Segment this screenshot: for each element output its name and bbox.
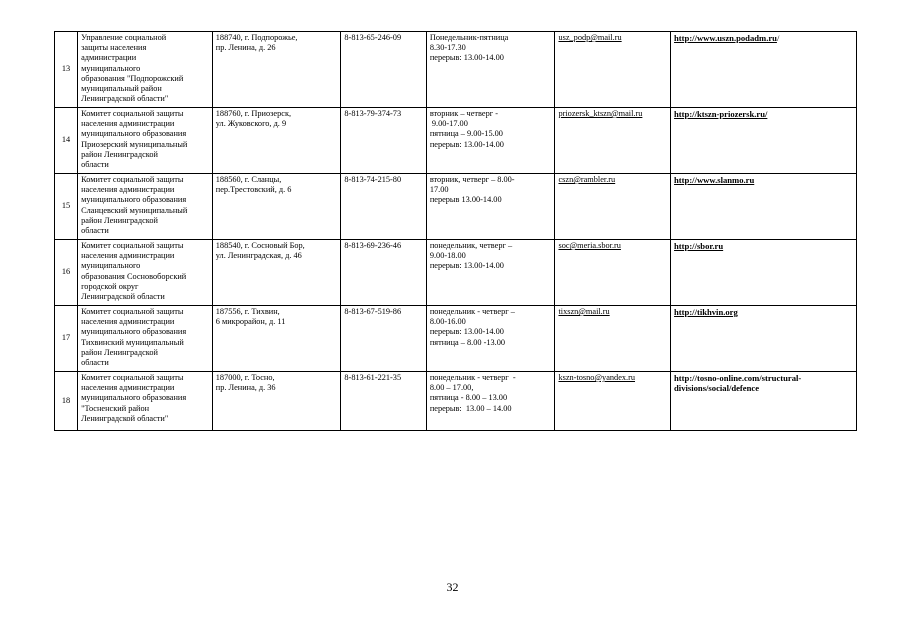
row-number: 17 <box>55 306 78 372</box>
org-line: населения администрации <box>81 251 175 261</box>
address-line: 188740, г. Подпорожье, <box>215 33 298 42</box>
org-line: Тихвинский муниципальный <box>81 337 184 347</box>
address-cell <box>212 306 341 372</box>
row-number: 18 <box>55 372 78 431</box>
org-line: Сланцевский муниципальный <box>81 205 188 215</box>
address-line: ул. Жуковского, д. 9 <box>215 119 287 129</box>
email-link[interactable]: tixszn@mail.ru <box>558 307 610 316</box>
phone-cell: 8-813-67-519-86 <box>341 306 426 372</box>
org-line: населения администрации <box>81 185 175 195</box>
hours-cell <box>426 32 555 108</box>
address-line: пр. Ленина, д. 26 <box>215 43 276 53</box>
organization-cell <box>78 240 213 306</box>
email-link[interactable]: soc@meria.sbor.ru <box>558 241 621 250</box>
website-cell <box>671 174 857 240</box>
email-link[interactable]: priozersk_ktszn@mail.ru <box>558 109 643 118</box>
address-line: 188560, г. Сланцы, <box>215 175 282 184</box>
org-line: населения администрации <box>81 119 175 129</box>
org-line: Комитет социальной защиты <box>81 109 184 118</box>
hours-line: перерыв: 13.00-14.00 <box>429 139 504 149</box>
table-row <box>55 306 857 372</box>
social-protection-table <box>54 31 857 431</box>
website-text-line: divisions/social/defence <box>674 383 760 394</box>
organization-cell <box>78 306 213 372</box>
page-number: 32 <box>446 580 459 594</box>
table-row <box>55 240 857 306</box>
email-cell <box>555 372 671 431</box>
phone-cell: 8-813-61-221-35 <box>341 372 426 431</box>
organization-cell <box>78 32 213 108</box>
address-cell <box>212 174 341 240</box>
hours-line: пятница – 8.00 -13.00 <box>429 337 506 347</box>
website-link[interactable]: http://ktszn-priozersk.ru/ <box>674 109 768 119</box>
email-cell <box>555 174 671 240</box>
hours-cell <box>426 240 555 306</box>
hours-line: вторник, четверг – 8.00- <box>429 175 515 184</box>
org-line: муниципального образования <box>81 327 187 337</box>
address-line: пер.Трестовский, д. 6 <box>215 185 292 195</box>
email-link[interactable]: usz_podp@mail.ru <box>558 33 622 42</box>
org-line: области <box>81 226 109 236</box>
hours-cell <box>426 306 555 372</box>
org-line: муниципального образования <box>81 195 187 205</box>
email-cell <box>555 240 671 306</box>
organization-cell <box>78 174 213 240</box>
email-cell <box>555 306 671 372</box>
org-line: муниципального <box>81 63 141 73</box>
org-line: Комитет социальной защиты <box>81 241 184 250</box>
website-link[interactable]: http://tikhvin.org <box>674 307 738 317</box>
org-line: Ленинградской области" <box>81 94 169 104</box>
org-line: области <box>81 160 109 170</box>
hours-line: 9.00-18.00 <box>429 251 466 261</box>
org-line: Комитет социальной защиты <box>81 307 184 316</box>
row-number: 14 <box>55 108 78 174</box>
org-line: "Тосненский район <box>81 403 150 413</box>
org-line: район Ленинградской <box>81 149 158 159</box>
org-line: населения администрации <box>81 383 175 393</box>
hours-cell <box>426 372 555 431</box>
address-cell <box>212 372 341 431</box>
phone-cell: 8-813-74-215-80 <box>341 174 426 240</box>
hours-cell <box>426 174 555 240</box>
org-line: муниципального образования <box>81 129 187 139</box>
org-line: населения администрации <box>81 317 175 327</box>
address-cell <box>212 108 341 174</box>
hours-line: перерыв 13.00-14.00 <box>429 195 502 205</box>
hours-cell <box>426 108 555 174</box>
row-number: 15 <box>55 174 78 240</box>
website-cell <box>671 306 857 372</box>
hours-line: перерыв: 13.00-14.00 <box>429 53 504 63</box>
hours-line: понедельник - четверг - <box>429 373 516 382</box>
address-cell <box>212 240 341 306</box>
org-line: защиты населения <box>81 43 147 53</box>
website-link-tail: / <box>776 33 780 43</box>
org-line: городской округ <box>81 281 139 291</box>
website-cell <box>671 32 857 108</box>
phone-cell: 8-813-65-246-09 <box>341 32 426 108</box>
hours-line: пятница – 9.00-15.00 <box>429 129 503 139</box>
website-cell <box>671 108 857 174</box>
org-line: Комитет социальной защиты <box>81 373 184 382</box>
org-line: район Ленинградской <box>81 215 158 225</box>
org-line: образования "Подпорожский <box>81 73 184 83</box>
email-cell <box>555 32 671 108</box>
email-link[interactable]: kszn-tosno@yandex.ru <box>558 373 636 382</box>
hours-line: перерыв: 13.00-14.00 <box>429 327 504 337</box>
website-text-line: http://tosno-online.com/structural- <box>674 373 802 383</box>
address-line: 188540, г. Сосновый Бор, <box>215 241 305 250</box>
phone-cell: 8-813-79-374-73 <box>341 108 426 174</box>
website-link[interactable]: http://www.uszn.podadm.ru <box>674 33 777 43</box>
table-row <box>55 108 857 174</box>
address-line: 187000, г. Тосно, <box>215 373 275 382</box>
org-line: администрации <box>81 53 137 63</box>
hours-line: 17.00 <box>429 185 449 195</box>
row-number: 16 <box>55 240 78 306</box>
org-line: муниципального <box>81 261 141 271</box>
row-number: 13 <box>55 32 78 108</box>
email-link[interactable]: cszn@rambler.ru <box>558 175 616 184</box>
organization-cell <box>78 108 213 174</box>
hours-line: 8.30-17.30 <box>429 43 466 53</box>
website-cell <box>671 372 857 431</box>
hours-line: 8.00 – 17.00, <box>429 383 474 393</box>
hours-line: 8.00-16.00 <box>429 317 466 327</box>
hours-line: перерыв: 13.00 – 14.00 <box>429 403 512 413</box>
hours-line: Понедельник-пятница <box>429 33 509 42</box>
hours-line: понедельник, четверг – <box>429 241 513 250</box>
hours-line: понедельник - четверг – <box>429 307 515 316</box>
hours-line: 9.00-17.00 <box>429 119 468 129</box>
org-line: Ленинградской области" <box>81 413 169 423</box>
address-line: пр. Ленина, д. 36 <box>215 383 276 393</box>
website-link[interactable]: http://www.slanmo.ru <box>674 175 755 185</box>
address-line: 6 микрорайон, д. 11 <box>215 317 286 327</box>
website-cell <box>671 240 857 306</box>
table-row <box>55 174 857 240</box>
org-line: области <box>81 358 109 368</box>
org-line: район Ленинградской <box>81 347 158 357</box>
table-row <box>55 32 857 108</box>
organization-cell <box>78 372 213 431</box>
hours-line: вторник – четверг - <box>429 109 498 118</box>
org-line: Комитет социальной защиты <box>81 175 184 184</box>
table-row <box>55 372 857 431</box>
org-line: Управление социальной <box>81 33 167 42</box>
org-line: Ленинградской области <box>81 292 165 302</box>
address-line: 187556, г. Тихвин, <box>215 307 280 316</box>
hours-line: пятница - 8.00 – 13.00 <box>429 393 508 403</box>
org-line: образования Сосновоборский <box>81 271 187 281</box>
website-link[interactable]: http://sbor.ru <box>674 241 724 251</box>
address-line: ул. Ленинградская, д. 46 <box>215 251 302 261</box>
org-line: муниципального образования <box>81 393 187 403</box>
hours-line: перерыв: 13.00-14.00 <box>429 261 504 271</box>
email-cell <box>555 108 671 174</box>
address-line: 188760, г. Приозерск, <box>215 109 292 118</box>
org-line: Приозерский муниципальный <box>81 139 188 149</box>
phone-cell: 8-813-69-236-46 <box>341 240 426 306</box>
org-line: муниципальный район <box>81 84 162 94</box>
address-cell <box>212 32 341 108</box>
